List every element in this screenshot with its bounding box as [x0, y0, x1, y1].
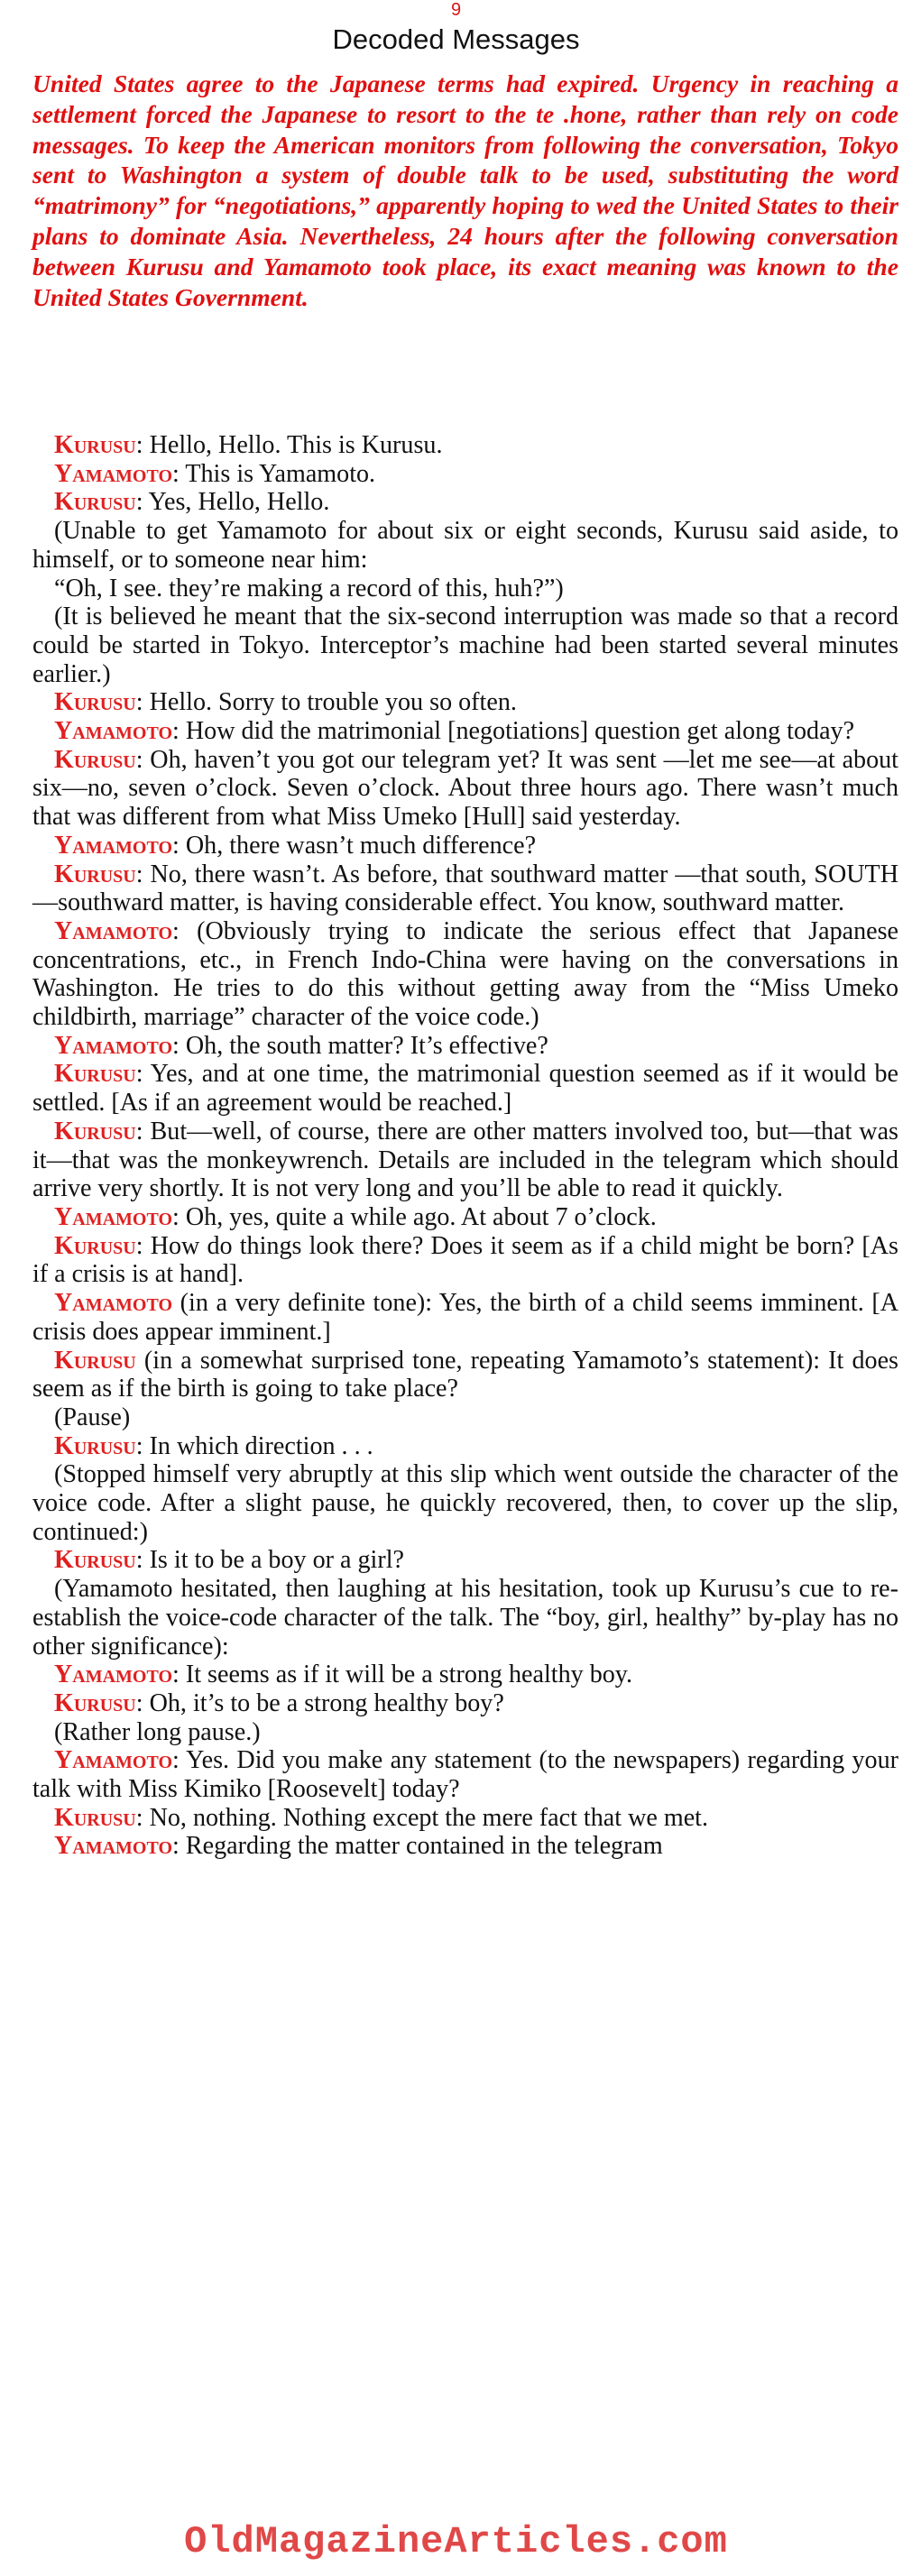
- dialogue-line: [32, 1804, 898, 1833]
- line-text: : No, there wasn’t. As before, that southward matter —that south, SOUTH—southward matter, is having considerable effect. You know, southward matter.: [32, 860, 898, 917]
- dialogue-line: [32, 1203, 898, 1232]
- dialogue-line: [32, 1347, 898, 1403]
- intro-paragraph: United States agree to the Japanese terms had expired. Urgency in reaching a settlement forced the Japanese to resort to the te .hone, rather than rely on code messages. To keep the American monitors from following the conversation, Tokyo sent to Washington a system of double talk to be used, substituting the word “matrimony” for “negotiations,” apparently hoping to wed the United States to their plans to dominate Asia. Nevertheless, 24 hours after the following conversation between Kurusu and Yamamoto took place, its exact meaning was known to the United States Government.: [32, 69, 898, 311]
- dialogue-line: [32, 1432, 898, 1461]
- stage-direction: [32, 1460, 898, 1546]
- speaker-name: Kurusu: [54, 1346, 136, 1375]
- speaker-name: Yamamoto: [54, 916, 173, 945]
- line-text: : Oh, haven’t you got our telegram yet? It was sent —let me see—at about six—no, seven o’clock. Seven o’clock. About three hours ago. There wasn’t much that was different from what Miss Umeko [Hull] said yesterday.: [32, 745, 898, 832]
- dialogue-line: [32, 1232, 898, 1289]
- line-text: : This is Yamamoto.: [172, 459, 376, 488]
- speaker-name: Kurusu: [54, 1117, 136, 1145]
- dialogue-line: [32, 1289, 898, 1346]
- dialogue-line: [32, 1032, 898, 1061]
- speaker-name: Kurusu: [54, 1231, 136, 1260]
- speaker-name: Yamamoto: [54, 1661, 173, 1689]
- line-text: : But—well, of course, there are other matters involved too, but—that was it—that was the monkeywrench. Details are included in the telegram which should arrive very shortly. It is not very long and you’ll be able to read it quickly.: [32, 1117, 898, 1203]
- line-text: : Oh, there wasn’t much difference?: [172, 831, 537, 860]
- speaker-name: Kurusu: [54, 1688, 136, 1717]
- line-text: (Rather long pause.): [54, 1717, 261, 1746]
- stage-direction: [32, 575, 898, 603]
- speaker-name: Yamamoto: [54, 459, 173, 488]
- dialogue-line: [32, 1746, 898, 1803]
- line-text: : (Obviously trying to indicate the serious effect that Japanese concentrations, etc., in French Indo-China were having on the conversations in Washington. He tries to do this without getting away from the “Miss Umeko childbirth, marriage” character of the voice code.): [32, 916, 898, 1032]
- speaker-name: Yamamoto: [54, 1746, 173, 1775]
- line-text: : Oh, yes, quite a while ago. At about 7 o’clock.: [172, 1202, 657, 1231]
- dialogue-line: [32, 1689, 898, 1718]
- dialogue-line: [32, 688, 898, 717]
- line-text: : Hello. Sorry to trouble you so often.: [135, 688, 517, 717]
- line-text: : Yes. Did you make any statement (to the newspapers) regarding your talk with Miss Kimiko [Roosevelt] today?: [32, 1746, 898, 1804]
- dialogue-line: [32, 431, 898, 460]
- speaker-name: Yamamoto: [54, 1031, 173, 1060]
- stage-direction: [32, 603, 898, 688]
- dialogue-line: [32, 488, 898, 517]
- dialogue-line: [32, 917, 898, 1032]
- line-text: : Oh, it’s to be a strong healthy boy?: [135, 1688, 504, 1717]
- line-text: “Oh, I see. they’re making a record of this, huh?”): [54, 574, 564, 603]
- stage-direction: [32, 1718, 898, 1747]
- speaker-name: Kurusu: [54, 488, 136, 517]
- line-text: (Stopped himself very abruptly at this slip which went outside the character of the voice code. After a slight pause, he quickly recovered, then, to cover up the slip, continued:): [32, 1460, 898, 1546]
- dialogue-line: [32, 1661, 898, 1689]
- line-text: : Oh, the south matter? It’s effective?: [172, 1031, 548, 1060]
- dialogue-line: [32, 717, 898, 746]
- stage-direction: [32, 1403, 898, 1432]
- speaker-name: Kurusu: [54, 1546, 136, 1575]
- speaker-name: Yamamoto: [54, 717, 173, 746]
- line-text: : No, nothing. Nothing except the mere fact that we met.: [135, 1803, 709, 1832]
- speaker-name: Yamamoto: [54, 1202, 173, 1231]
- dialogue-line: [32, 1546, 898, 1575]
- line-text: : How do things look there? Does it seem as if a child might be born? [As if a crisis is at hand].: [32, 1231, 898, 1289]
- speaker-name: Kurusu: [54, 1060, 136, 1089]
- line-text: : Yes, and at one time, the matrimonial question seemed as if it would be settled. [As if an agreement would be reached.]: [32, 1060, 898, 1118]
- stage-direction: [32, 517, 898, 574]
- speaker-name: Yamamoto: [54, 1832, 173, 1861]
- dialogue-line: [32, 860, 898, 917]
- dialogue-transcript: [32, 431, 898, 1861]
- dialogue-line: [32, 746, 898, 832]
- line-text: (It is believed he meant that the six-second interruption was made so that a record could be started in Tokyo. Interceptor’s machine had been started several minutes earlier.): [32, 603, 898, 688]
- speaker-name: Kurusu: [54, 860, 136, 888]
- page-title: Decoded Messages: [332, 23, 580, 55]
- line-text: : Hello, Hello. This is Kurusu.: [135, 431, 443, 459]
- line-text: (in a somewhat surprised tone, repeating Yamamoto’s statement): It does seem as if the birth is going to take place?: [32, 1346, 898, 1403]
- line-text: (Pause): [54, 1403, 131, 1431]
- line-text: (in a very definite tone): Yes, the birth of a child seems imminent. [A crisis does appear imminent.]: [32, 1289, 898, 1346]
- dialogue-line: [32, 1118, 898, 1203]
- line-text: (Yamamoto hesitated, then laughing at his hesitation, took up Kurusu’s cue to re-establish the voice-code character of the talk. The “boy, girl, healthy” by-play has no other significance):: [32, 1575, 898, 1661]
- dialogue-line: [32, 832, 898, 860]
- line-text: : In which direction . . .: [135, 1431, 373, 1460]
- speaker-name: Yamamoto: [54, 1289, 173, 1318]
- speaker-name: Kurusu: [54, 1803, 136, 1832]
- line-text: : How did the matrimonial [negotiations] question get along today?: [172, 717, 855, 746]
- line-text: : It seems as if it will be a strong healthy boy.: [172, 1661, 633, 1689]
- dialogue-line: [32, 460, 898, 489]
- page-number: 9: [450, 0, 462, 20]
- line-text: : Regarding the matter contained in the telegram: [172, 1832, 663, 1861]
- speaker-name: Kurusu: [54, 1431, 136, 1460]
- speaker-name: Kurusu: [54, 431, 136, 459]
- dialogue-line: [32, 1060, 898, 1117]
- dialogue-line: [32, 1832, 898, 1861]
- line-text: : Is it to be a boy or a girl?: [135, 1546, 404, 1575]
- line-text: : Yes, Hello, Hello.: [135, 488, 330, 517]
- speaker-name: Kurusu: [54, 688, 136, 717]
- watermark-footer[interactable]: OldMagazineArticles.com: [184, 2520, 728, 2563]
- line-text: (Unable to get Yamamoto for about six or eight seconds, Kurusu said aside, to himself, or to someone near him:: [32, 517, 898, 574]
- speaker-name: Kurusu: [54, 745, 136, 774]
- stage-direction: [32, 1575, 898, 1661]
- speaker-name: Yamamoto: [54, 831, 173, 860]
